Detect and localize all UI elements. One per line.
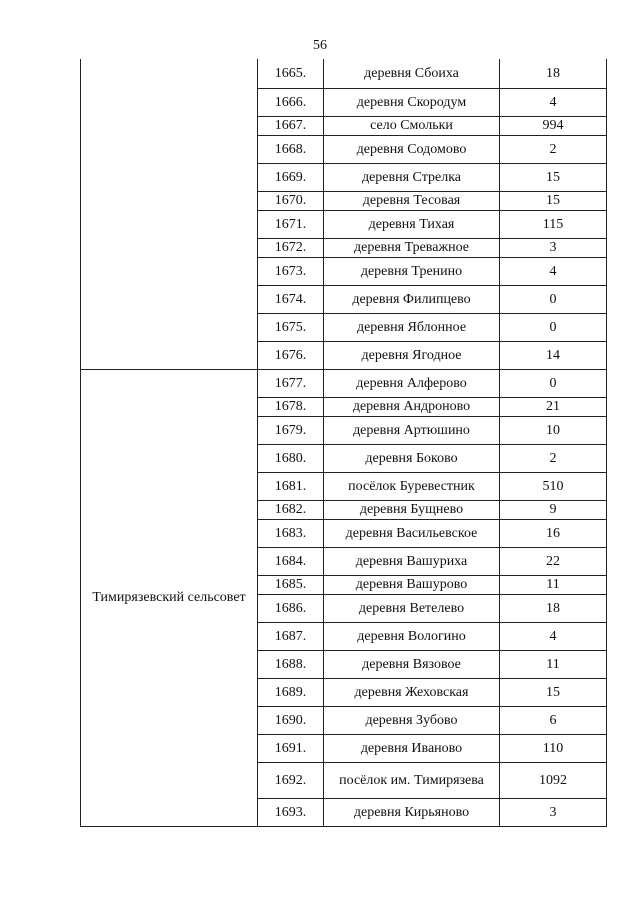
population: 110	[500, 734, 607, 762]
population: 18	[500, 594, 607, 622]
row-number: 1675.	[258, 313, 324, 341]
row-number: 1679.	[258, 416, 324, 444]
settlement-name: деревня Васильевское	[324, 519, 500, 547]
settlement-name: деревня Жеховская	[324, 678, 500, 706]
settlement-name: деревня Содомово	[324, 135, 500, 163]
population: 6	[500, 706, 607, 734]
population: 9	[500, 500, 607, 519]
population: 11	[500, 650, 607, 678]
settlement-name: деревня Артюшино	[324, 416, 500, 444]
row-number: 1672.	[258, 238, 324, 257]
settlement-name: деревня Вашуриха	[324, 547, 500, 575]
row-number: 1666.	[258, 88, 324, 116]
population: 0	[500, 313, 607, 341]
settlement-name: деревня Зубово	[324, 706, 500, 734]
population: 11	[500, 575, 607, 594]
settlement-name: деревня Ягодное	[324, 341, 500, 369]
population: 15	[500, 163, 607, 191]
row-number: 1670.	[258, 191, 324, 210]
settlement-name: посёлок им. Тимирязева	[324, 762, 500, 798]
population: 2	[500, 135, 607, 163]
population: 0	[500, 285, 607, 313]
settlement-name: деревня Тихая	[324, 210, 500, 238]
population: 15	[500, 678, 607, 706]
row-number: 1683.	[258, 519, 324, 547]
settlement-name: деревня Андроново	[324, 397, 500, 416]
settlement-name: деревня Скородум	[324, 88, 500, 116]
population: 16	[500, 519, 607, 547]
population: 15	[500, 191, 607, 210]
settlements-table	[80, 59, 607, 827]
settlement-name: деревня Вологино	[324, 622, 500, 650]
population: 0	[500, 369, 607, 397]
row-number: 1685.	[258, 575, 324, 594]
row-number: 1671.	[258, 210, 324, 238]
page-number: 56	[313, 38, 327, 53]
district-cell: Тимирязевский сельсовет	[81, 369, 258, 826]
row-number: 1693.	[258, 798, 324, 826]
row-number: 1682.	[258, 500, 324, 519]
population: 510	[500, 472, 607, 500]
settlement-name: деревня Тренино	[324, 257, 500, 285]
population: 1092	[500, 762, 607, 798]
settlement-name: деревня Алферово	[324, 369, 500, 397]
row-number: 1689.	[258, 678, 324, 706]
row-number: 1678.	[258, 397, 324, 416]
settlement-name: деревня Тесовая	[324, 191, 500, 210]
row-number: 1687.	[258, 622, 324, 650]
table-row	[81, 369, 607, 397]
row-number: 1680.	[258, 444, 324, 472]
row-number: 1690.	[258, 706, 324, 734]
row-number: 1668.	[258, 135, 324, 163]
row-number: 1686.	[258, 594, 324, 622]
settlement-name: деревня Бущнево	[324, 500, 500, 519]
population: 4	[500, 88, 607, 116]
row-number: 1681.	[258, 472, 324, 500]
row-number: 1688.	[258, 650, 324, 678]
population: 115	[500, 210, 607, 238]
settlement-name: деревня Треважное	[324, 238, 500, 257]
settlement-name: деревня Яблонное	[324, 313, 500, 341]
settlement-name: деревня Вязовое	[324, 650, 500, 678]
table-row	[81, 59, 607, 88]
settlement-name: посёлок Буревестник	[324, 472, 500, 500]
settlement-name: деревня Боково	[324, 444, 500, 472]
row-number: 1691.	[258, 734, 324, 762]
settlement-name: деревня Ветелево	[324, 594, 500, 622]
settlement-name: деревня Филипцево	[324, 285, 500, 313]
settlement-name: деревня Вашурово	[324, 575, 500, 594]
district-cell	[81, 59, 258, 369]
row-number: 1684.	[258, 547, 324, 575]
row-number: 1665.	[258, 59, 324, 88]
population: 18	[500, 59, 607, 88]
population: 14	[500, 341, 607, 369]
settlement-name: деревня Стрелка	[324, 163, 500, 191]
row-number: 1673.	[258, 257, 324, 285]
population: 3	[500, 238, 607, 257]
population: 4	[500, 622, 607, 650]
settlement-name: село Смольки	[324, 116, 500, 135]
row-number: 1667.	[258, 116, 324, 135]
population: 21	[500, 397, 607, 416]
population: 22	[500, 547, 607, 575]
row-number: 1676.	[258, 341, 324, 369]
row-number: 1677.	[258, 369, 324, 397]
settlement-name: деревня Иваново	[324, 734, 500, 762]
population: 2	[500, 444, 607, 472]
row-number: 1692.	[258, 762, 324, 798]
population: 4	[500, 257, 607, 285]
population: 994	[500, 116, 607, 135]
settlement-name: деревня Кирьяново	[324, 798, 500, 826]
row-number: 1669.	[258, 163, 324, 191]
population: 3	[500, 798, 607, 826]
row-number: 1674.	[258, 285, 324, 313]
settlement-name: деревня Сбоиха	[324, 59, 500, 88]
population: 10	[500, 416, 607, 444]
